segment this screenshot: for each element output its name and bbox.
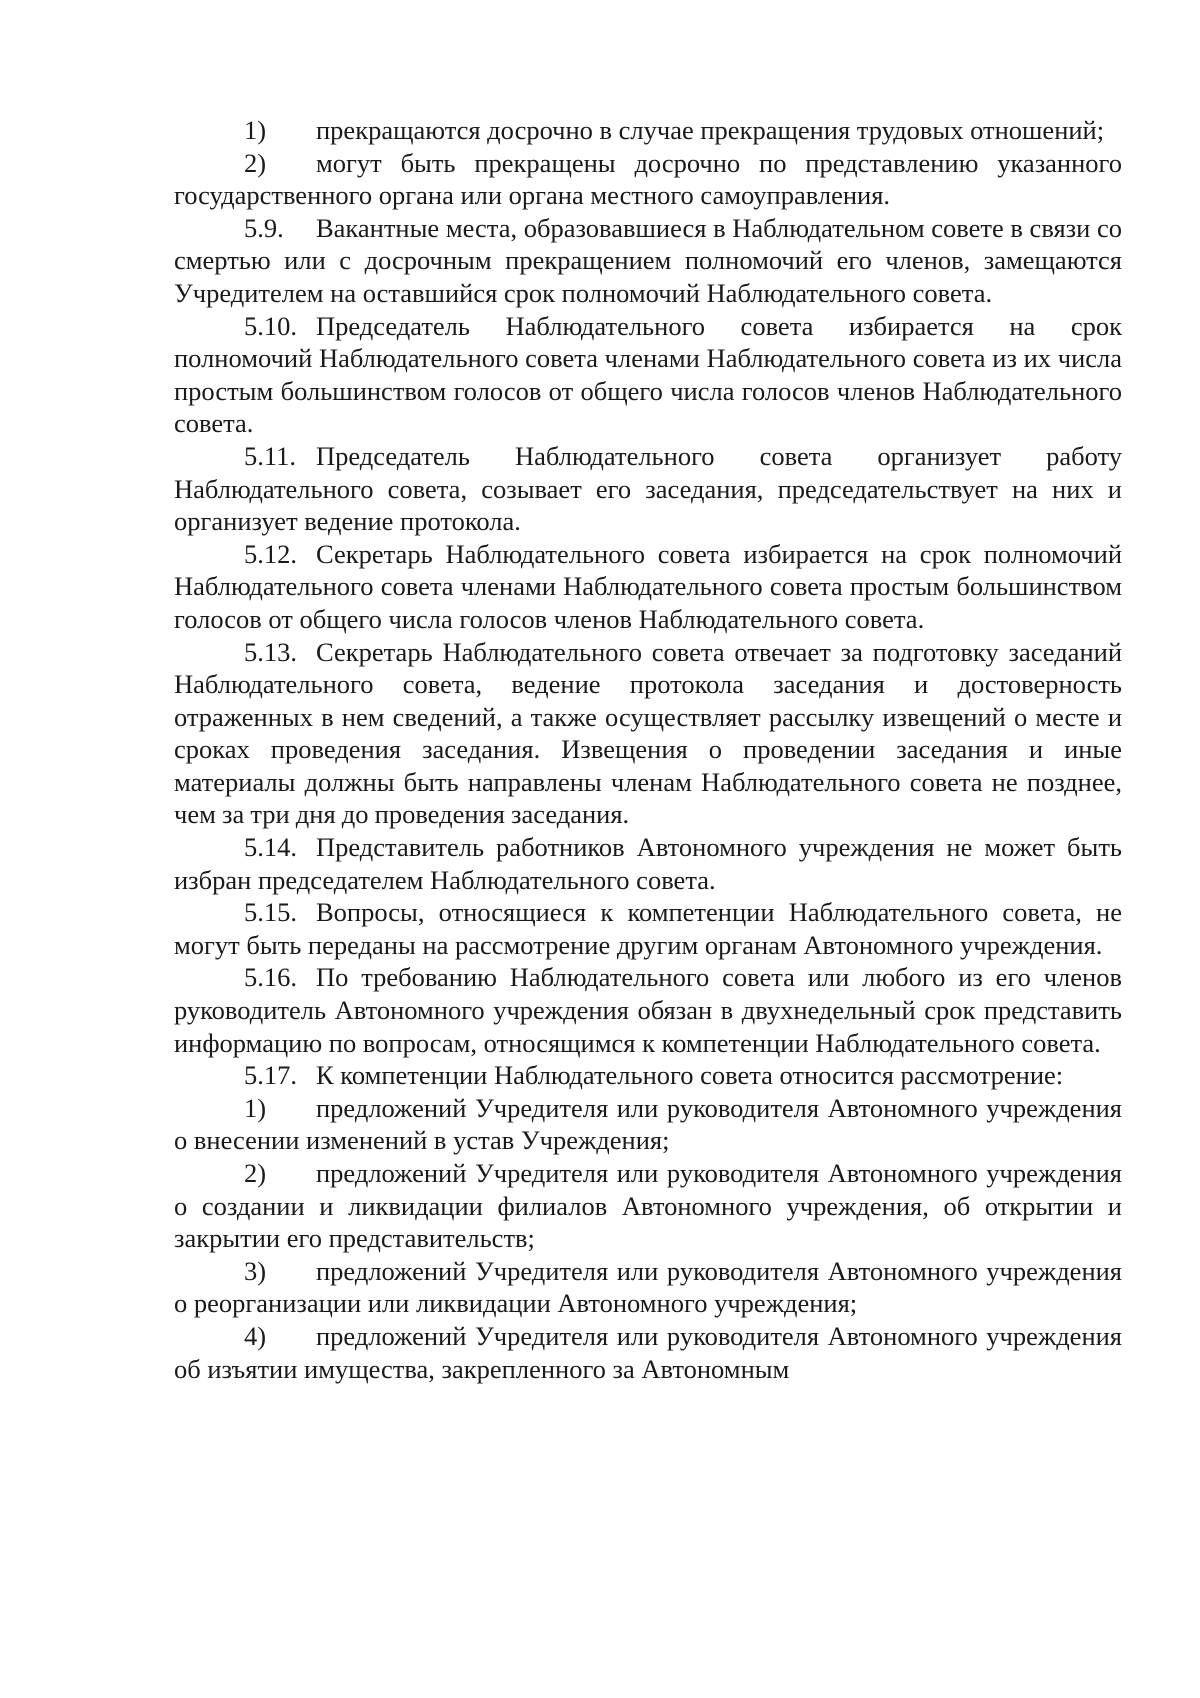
paragraph-5-16: [174, 961, 1122, 1059]
paragraph-text: прекращаются досрочно в случае прекращения трудовых отношений;: [316, 115, 1105, 145]
paragraph-text: Вопросы, относящиеся к компетенции Наблюдательного совета, не могут быть переданы на рассмотрение другим органам Автономного учреждения.: [174, 897, 1122, 960]
paragraph-number: 5.11.: [244, 440, 297, 471]
paragraph-text: Представитель работников Автономного учреждения не может быть избран председателем Наблюдательного совета.: [174, 832, 1122, 895]
paragraph-number: 5.10.: [244, 310, 297, 341]
paragraph-5-10: [174, 310, 1122, 440]
paragraph-number: 5.17.: [244, 1060, 297, 1091]
paragraph-2: [174, 147, 1122, 212]
paragraph-text: Секретарь Наблюдательного совета отвечает за подготовку заседаний Наблюдательного совета, ведение протокола заседания и достоверность отраженных в нем сведений, а также осуществляет рассылку извещений о месте и сроках проведения заседания. Извещения о проведении заседания и иные материалы должны быть направлены членам Наблюдательного совета не позднее, чем за три дня до проведения заседания.: [174, 636, 1122, 830]
list-item-4: [174, 1320, 1122, 1385]
paragraph-text: предложений Учредителя или руководителя Автономного учреждения о реорганизации или ликвидации Автономного учреждения;: [174, 1255, 1122, 1319]
paragraph-number: 2): [244, 1158, 267, 1188]
paragraph-5-15: [174, 896, 1122, 961]
list-item-2: [174, 1157, 1122, 1255]
paragraph-number: 5.9.: [244, 212, 284, 243]
paragraph-number: 5.13.: [244, 636, 297, 667]
paragraph-number: 1): [244, 1092, 267, 1123]
paragraph-5-12: [174, 538, 1122, 636]
list-item-1: [174, 1092, 1122, 1157]
paragraph-number: 5.15.: [244, 897, 297, 928]
paragraph-text: предложений Учредителя или руководителя Автономного учреждения о создании и ликвидации филиалов Автономного учреждения, об открытии и закрытии его представительств;: [174, 1158, 1122, 1254]
paragraph-text: могут быть прекращены досрочно по представлению указанного государственного органа или органа местного самоуправления.: [174, 147, 1122, 211]
paragraph-text: По требованию Наблюдательного совета или любого из его членов руководитель Автономного учреждения обязан в двухнедельный срок представить информацию по вопросам, относящимся к компетенции Наблюдательного совета.: [174, 962, 1122, 1058]
paragraph-text: Председатель Наблюдательного совета организует работу Наблюдательного совета, созывает его заседания, председательствует на них и организует ведение протокола.: [174, 440, 1122, 537]
paragraph-number: 5.12.: [244, 538, 297, 569]
paragraph-text: Вакантные места, образовавшиеся в Наблюдательном совете в связи со смертью или с досрочным прекращением полномочий его членов, замещаются Учредителем на оставшийся срок полномочий Наблюдательного совета.: [174, 212, 1122, 308]
paragraph-5-17: [174, 1059, 1122, 1092]
document-page: [174, 114, 1122, 1385]
paragraph-text: предложений Учредителя или руководителя Автономного учреждения о внесении изменений в устав Учреждения;: [174, 1092, 1122, 1156]
list-item-3: [174, 1255, 1122, 1320]
paragraph-text: Секретарь Наблюдательного совета избирается на срок полномочий Наблюдательного совета членами Наблюдательного совета простым большинством голосов от общего числа голосов членов Наблюдательного совета.: [174, 538, 1122, 634]
paragraph-number: 4): [244, 1320, 267, 1351]
paragraph-number: 5.16.: [244, 962, 297, 993]
paragraph-5-11: [174, 440, 1122, 538]
paragraph-5-13: [174, 636, 1122, 832]
paragraph-text: Председатель Наблюдательного совета избирается на срок полномочий Наблюдательного совета членами Наблюдательного совета из их числа простым большинством голосов от общего числа голосов членов Наблюдательного совета.: [174, 310, 1122, 439]
paragraph-text: К компетенции Наблюдательного совета относится рассмотрение:: [316, 1060, 1064, 1091]
paragraph-number: 2): [244, 147, 267, 178]
paragraph-number: 1): [244, 115, 267, 145]
paragraph-number: 3): [244, 1255, 267, 1286]
paragraph-1: [174, 114, 1122, 147]
paragraph-text: предложений Учредителя или руководителя Автономного учреждения об изъятии имущества, закрепленного за Автономным: [174, 1320, 1122, 1384]
paragraph-5-9: [174, 212, 1122, 310]
paragraph-5-14: [174, 831, 1122, 896]
paragraph-number: 5.14.: [244, 832, 297, 863]
